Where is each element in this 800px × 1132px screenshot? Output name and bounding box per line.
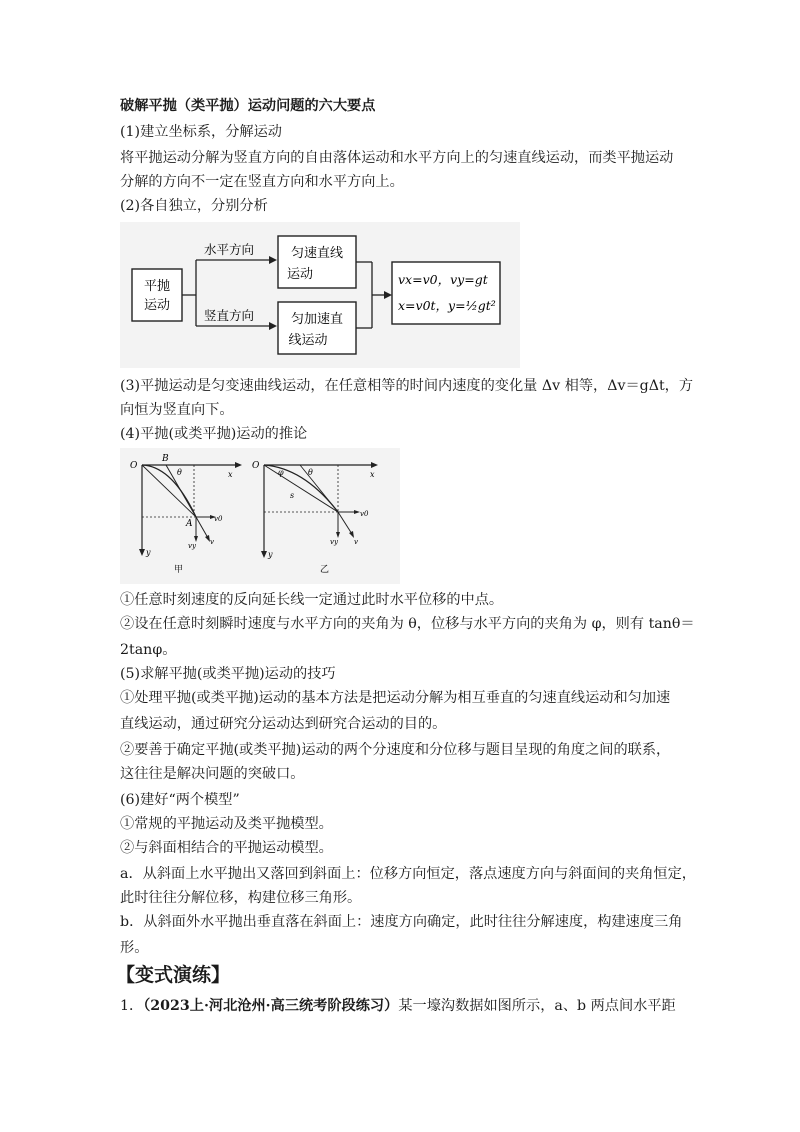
corollary-2-line-2: 2tanφ。 xyxy=(120,642,177,658)
jia-x-label: x xyxy=(228,470,233,479)
model-1: ①常规的平抛运动及类平抛模型。 xyxy=(120,816,333,832)
jia-a-label: A xyxy=(186,519,193,529)
yi-x-label: x xyxy=(370,470,375,479)
yi-vy-label: vy xyxy=(330,538,338,546)
yi-s-label: s xyxy=(290,491,295,500)
flow-lower-label: 竖直方向 xyxy=(204,308,255,323)
question-1 xyxy=(120,996,700,1016)
flow-start-line-1: 平抛 xyxy=(143,279,171,294)
model-b-line-1: b．从斜面外水平抛出垂直落在斜面上：速度方向确定，此时往往分解速度，构建速度三角 xyxy=(120,914,683,930)
jia-y-label: y xyxy=(146,548,151,557)
practice-heading: 【变式演练】 xyxy=(116,964,231,986)
section-6-heading: (6)建好“两个模型” xyxy=(120,792,240,808)
yi-y-label: y xyxy=(268,550,273,559)
flow-upper-box-line-2: 运动 xyxy=(286,267,314,282)
question-1-number: 1． xyxy=(120,998,144,1014)
yi-phi-label: φ xyxy=(278,468,284,477)
flow-lower-box-line-1: 匀加速直 xyxy=(290,312,344,327)
question-1-text: 某一壕沟数据如图所示，a、b 两点间水平距 xyxy=(398,998,676,1014)
decomposition-flow-diagram xyxy=(120,222,520,368)
jia-origin-label: O xyxy=(130,461,138,471)
yi-theta-label: θ xyxy=(308,468,313,477)
technique-1-line-2: 直线运动，通过研究分运动达到研究合运动的目的。 xyxy=(120,716,447,732)
jia-v-label: v xyxy=(210,538,214,546)
flow-start-line-2: 运动 xyxy=(143,298,171,313)
section-3-line-1: (3)平抛运动是匀变速曲线运动，在任意相等的时间内速度的变化量 Δv 相等，Δv＝gΔt，方 xyxy=(120,378,694,394)
section-1-paragraph-line-1: 将平抛运动分解为竖直方向的自由落体运动和水平方向上的匀速直线运动，而类平抛运动 xyxy=(120,150,674,166)
yi-origin-label: O xyxy=(252,461,260,471)
page-title: 破解平抛（类平抛）运动问题的六大要点 xyxy=(120,98,376,114)
section-2-heading: (2)各自独立，分别分析 xyxy=(120,198,268,214)
corollary-2-line-1: ②设在任意时刻瞬时速度与水平方向的夹角为 θ，位移与水平方向的夹角为 φ，则有 tanθ＝ xyxy=(120,616,695,632)
projectile-figures xyxy=(120,448,400,584)
model-a-line-1: a．从斜面上水平抛出又落回到斜面上：位移方向恒定，落点速度方向与斜面间的夹角恒定， xyxy=(120,866,696,882)
section-4-heading: (4)平抛(或类平抛)运动的推论 xyxy=(120,426,308,442)
model-a-line-2: 此时往往分解位移，构建位移三角形。 xyxy=(120,890,362,906)
model-b-line-2: 形。 xyxy=(120,940,149,956)
technique-2-line-2: 这往往是解决问题的突破口。 xyxy=(120,766,305,782)
section-1-heading: (1)建立坐标系，分解运动 xyxy=(120,124,282,140)
flow-start-box xyxy=(132,269,182,321)
jia-vy-label: vy xyxy=(188,542,196,550)
jia-theta-label: θ xyxy=(177,468,182,477)
model-2: ②与斜面相结合的平抛运动模型。 xyxy=(120,840,333,856)
section-3-line-2: 向恒为竖直向下。 xyxy=(120,402,234,418)
yi-caption: 乙 xyxy=(320,565,330,575)
flow-result-line-2: x=v0t，y=½gt² xyxy=(398,298,496,313)
jia-b-label: B xyxy=(162,454,169,464)
section-1-paragraph-line-2: 分解的方向不一定在竖直方向和水平方向上。 xyxy=(120,174,404,190)
flow-result-line-1: vx=v0，vy=gt xyxy=(398,272,488,287)
technique-2-line-1: ②要善于确定平抛(或类平抛)运动的两个分速度和分位移与题目呈现的角度之间的联系， xyxy=(120,742,671,758)
flow-lower-box-line-2: 线运动 xyxy=(288,333,328,348)
jia-caption: 甲 xyxy=(174,565,184,575)
technique-1-line-1: ①处理平抛(或类平抛)运动的基本方法是把运动分解为相互垂直的匀速直线运动和匀加速 xyxy=(120,690,671,706)
section-5-heading: (5)求解平抛(或类平抛)运动的技巧 xyxy=(120,666,336,682)
question-1-source: （2023上·河北沧州·高三统考阶段练习） xyxy=(143,998,399,1014)
flow-upper-box-line-1: 匀速直线 xyxy=(290,246,344,261)
yi-v-label: v xyxy=(354,538,358,546)
corollary-1: ①任意时刻速度的反向延长线一定通过此时水平位移的中点。 xyxy=(120,592,504,608)
yi-v0-label: v0 xyxy=(360,510,369,518)
jia-v0-label: v0 xyxy=(214,515,223,523)
flow-upper-label: 水平方向 xyxy=(204,242,255,257)
